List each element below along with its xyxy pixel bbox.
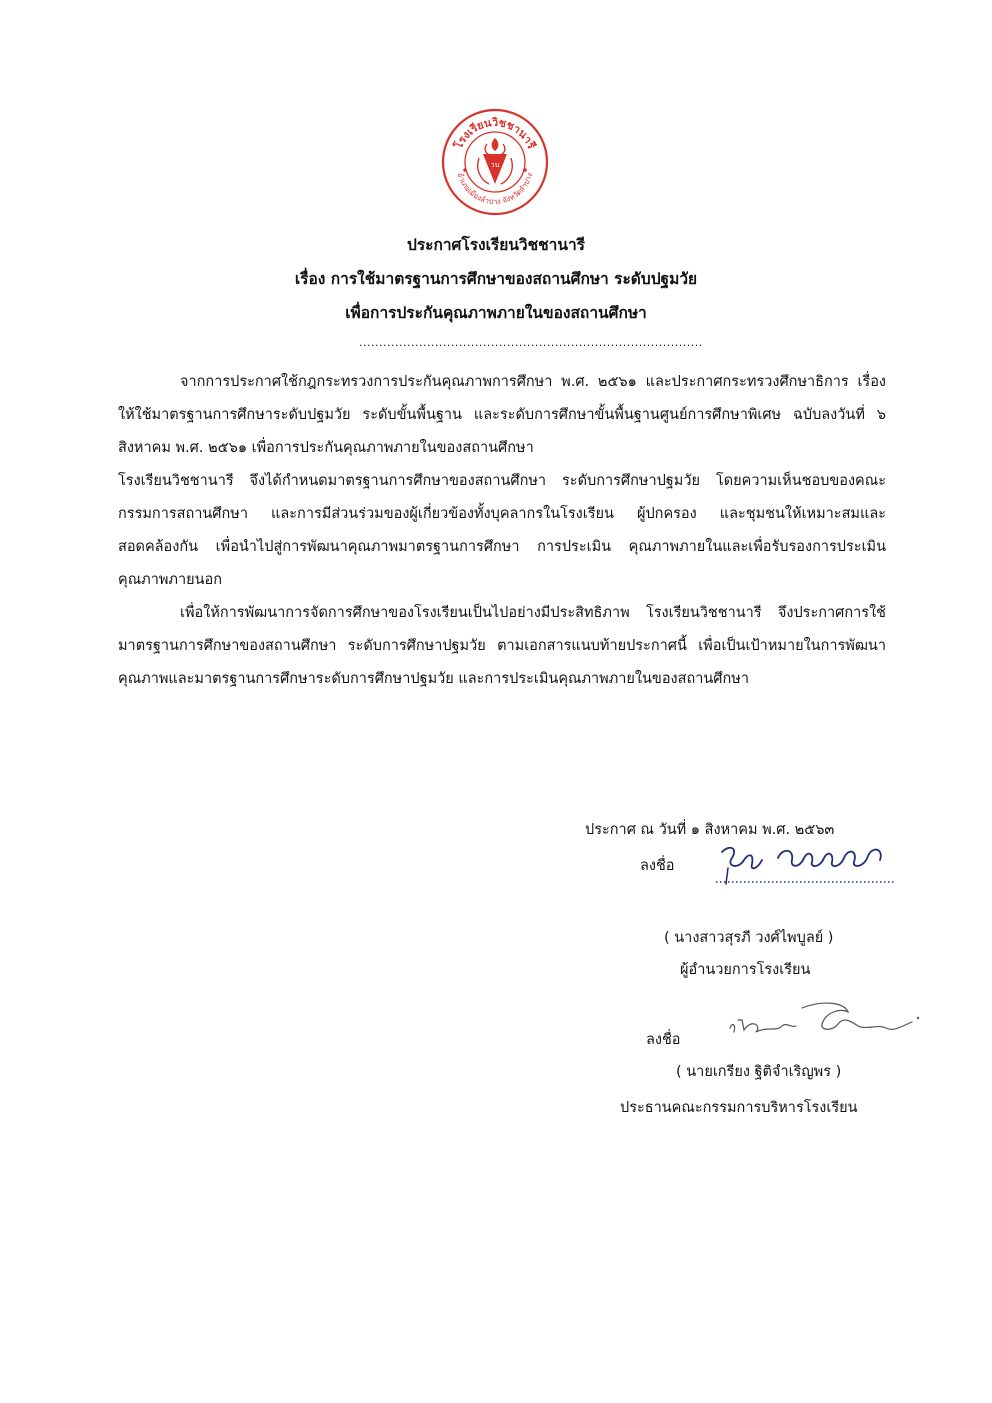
- svg-text:วน: วน: [490, 161, 500, 169]
- body-text: [118, 366, 886, 696]
- chairman-signature: [722, 998, 922, 1044]
- dotted-divider: ......................................................................................: [359, 336, 703, 349]
- sign-label-2: ลงชื่อ: [646, 1032, 681, 1048]
- svg-text:โรงเรียนวิชชานารี: โรงเรียนวิชชานารี: [451, 115, 539, 151]
- announcement-date: ประกาศ ณ วันที่ ๑ สิงหาคม พ.ศ. ๒๕๖๓: [585, 822, 835, 838]
- chairman-title: ประธานคณะกรรมการบริหารโรงเรียน: [620, 1100, 858, 1116]
- director-signature: [708, 838, 898, 890]
- svg-text:อำเภอเมืองลำปาง จังหวัดลำปาง: อำเภอเมืองลำปาง จังหวัดลำปาง: [455, 171, 535, 207]
- paragraph-3: เพื่อให้การพัฒนาการจัดการศึกษาของโรงเรียนเป็นไปอย่างมีประสิทธิภาพ โรงเรียนวิชชานารี จึงประกาศการใช้มาตรฐานการศึกษาของสถานศึกษา ระดับการศึกษาปฐมวัย ตามเอกสารแนบท้ายประกาศนี้ เพื่อเป็นเป้าหมายในการพัฒนาคุณภาพและมาตรฐานการศึกษาระดับการศึกษาปฐมวัย และการประเมินคุณภาพภายในของสถานศึกษา: [118, 605, 886, 687]
- purpose-line: เพื่อการประกันคุณภาพภายในของสถานศึกษา: [345, 304, 647, 322]
- announcement-title: ประกาศโรงเรียนวิชชานารี: [406, 236, 585, 254]
- director-name: ( นางสาวสุรภี วงศ์ไพบูลย์ ): [664, 930, 834, 946]
- chairman-name: ( นายเกรียง ฐิติจำเริญพร ): [676, 1064, 842, 1080]
- paragraph-1: จากการประกาศใช้กฎกระทรวงการประกันคุณภาพการศึกษา พ.ศ. ๒๕๖๑ และประกาศกระทรวงศึกษาธิการ เรื่อง ให้ใช้มาตรฐานการศึกษาระดับปฐมวัย ระดับขั้นพื้นฐาน และระดับการศึกษาขั้นพื้นฐานศูนย์การศึกษาพิเศษ ฉบับลงวันที่ ๖ สิงหาคม พ.ศ. ๒๕๖๑ เพื่อการประกันคุณภาพภายในของสถานศึกษา: [118, 374, 886, 456]
- sign-label-1: ลงชื่อ: [640, 858, 675, 874]
- school-seal-logo: [441, 108, 549, 216]
- title-block: [0, 228, 992, 330]
- director-title: ผู้อำนวยการโรงเรียน: [680, 962, 811, 978]
- paragraph-2: โรงเรียนวิชชานารี จึงได้กำหนดมาตรฐานการศึกษาของสถานศึกษา ระดับการศึกษาปฐมวัย โดยความเห็นชอบของคณะกรรมการสถานศึกษา และการมีส่วนร่วมของผู้เกี่ยวข้องทั้งบุคลากรในโรงเรียน ผู้ปกครอง และชุมชนให้เหมาะสมและสอดคล้องกัน เพื่อนำไปสู่การพัฒนาคุณภาพมาตรฐานการศึกษา การประเมิน คุณภาพภายในและเพื่อรับรองการประเมินคุณภาพภายนอก: [118, 473, 886, 588]
- subject-line: เรื่อง การใช้มาตรฐานการศึกษาของสถานศึกษา ระดับปฐมวัย: [294, 270, 698, 288]
